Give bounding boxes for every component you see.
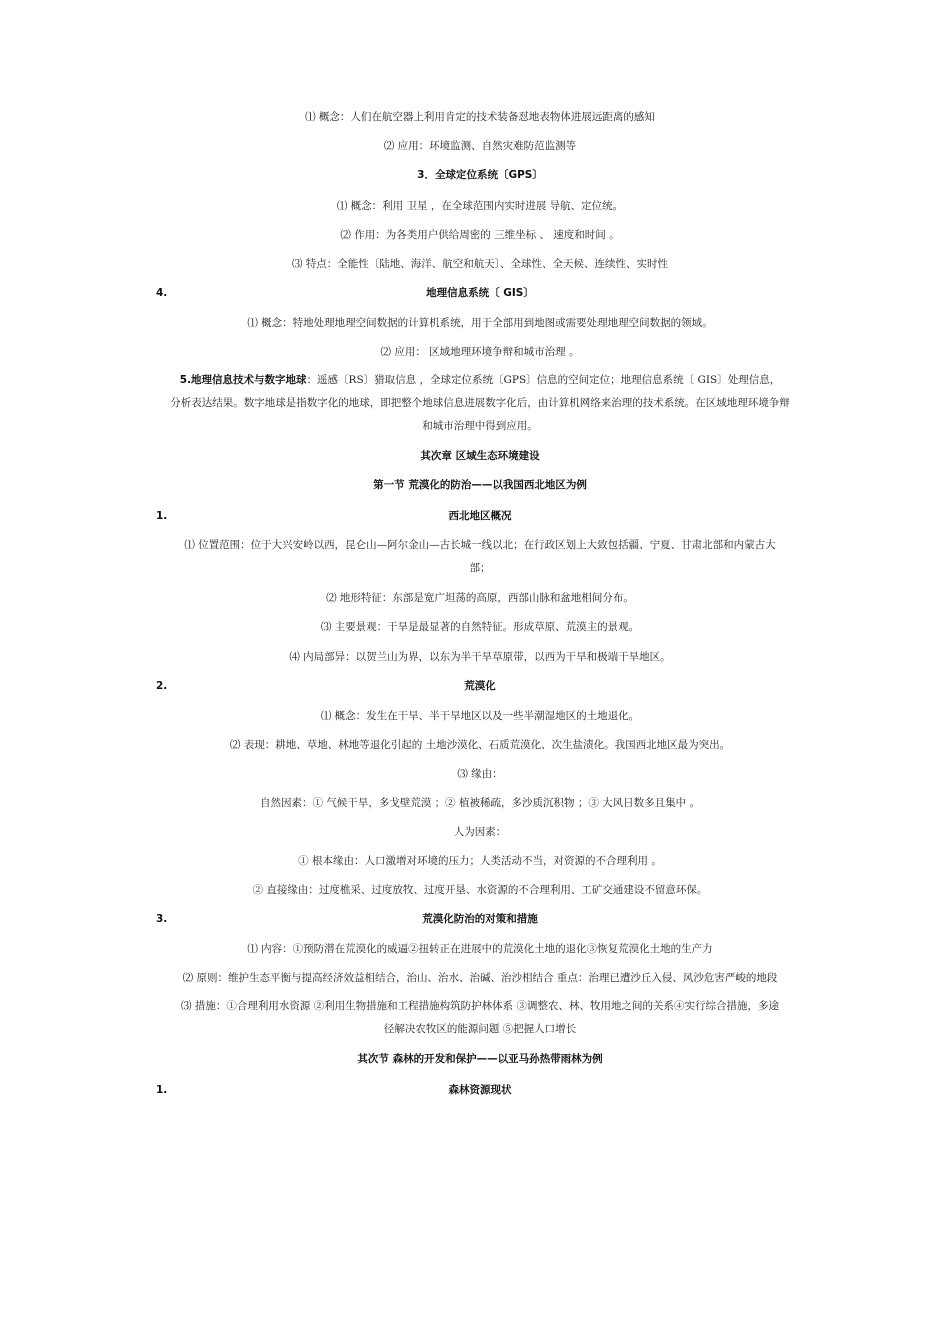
forest-number: 1.: [156, 1084, 168, 1096]
digital-earth-line3: 和城市治理中得到应用。: [422, 420, 538, 432]
gps-features: ⑶ 特点：全能性〔陆地、海洋、航空和航天〕、全球性、全天候、连续性、实时性: [291, 258, 669, 270]
northwest-heading: 西北地区概况: [448, 510, 512, 522]
gis-number: 4.: [156, 287, 168, 299]
measures-number: 3.: [156, 913, 168, 925]
northwest-landscape: ⑶ 主要景观：干旱是最显著的自然特征。形成草原、荒漠主的景观。: [320, 621, 640, 633]
desertification-root-cause: ① 根本缘由：人口激增对环境的压力；人类活动不当，对资源的不合理利用 。: [298, 855, 662, 867]
rs-application: ⑵ 应用：环境监测、自然灾难防范监测等: [383, 140, 577, 152]
desertification-causes-label: ⑶ 缘由：: [457, 768, 503, 780]
digital-earth-line2: 分析表达结果。数字地球是指数字化的地球，即把整个地球信息进展数字化后，由计算机网络来治理的技术系统。在区域地理环境争辩: [170, 397, 790, 409]
digital-earth-paragraph: [148, 369, 812, 438]
chapter-title: 其次章 区域生态环境建设: [420, 450, 540, 462]
desertification-natural: 自然因素：① 气候干旱，多戈壁荒漠 ；② 植被稀疏，多沙质沉积物 ；③ 大风日数多且集中 。: [259, 797, 701, 809]
desertification-heading: 荒漠化: [464, 680, 496, 692]
digital-earth-line1: ：遥感〔RS〕猎取信息 ，全球定位系统〔GPS〕信息的空间定位；地理信息系统〔 GIS〕处理信息，: [306, 374, 781, 386]
section1-title: 第一节 荒漠化的防治——以我国西北地区为例: [373, 479, 587, 491]
forest-heading: 森林资源现状: [448, 1084, 512, 1096]
desertification-direct-cause: ② 直接缘由：过度樵采、过度放牧、过度开垦、水资源的不合理利用、工矿交通建设不留意环保。: [252, 884, 708, 896]
measures-steps-line1: ⑶ 措施：①合理利用水资源 ②利用生物措施和工程措施构筑防护林体系 ③调整农、林、牧用地之间的关系④实行综合措施，多途: [180, 1000, 779, 1012]
northwest-difference: ⑷ 内局部异：以贺兰山为界，以东为半干旱草原带，以西为干旱和极端干旱地区。: [289, 651, 671, 663]
measures-steps: [148, 995, 812, 1041]
measures-steps-line2: 径解决农牧区的能源问题 ⑤把握人口增长: [383, 1023, 577, 1035]
northwest-terrain: ⑵ 地形特征：东部是宽广坦荡的高原，西部山脉和盆地相间分布。: [326, 592, 634, 604]
gps-function: ⑵ 作用：为各类用户供给周密的 三维坐标 、 速度和时间 。: [340, 229, 620, 241]
desertification-manifestation: ⑵ 表现：耕地、草地、林地等退化引起的 土地沙漠化、石质荒漠化、次生盐渍化。我国西北地区最为突出。: [229, 739, 731, 751]
measures-content: ⑴ 内容：①预防潜在荒漠化的威逼②扭转正在进展中的荒漠化土地的退化③恢复荒漠化土地的生产力: [247, 943, 713, 955]
measures-principle: ⑵ 原则：维护生态平衡与提高经济效益相结合，治山、治水、治碱、治沙相结合 重点：治理已遭沙丘入侵、风沙危害严峻的地段: [182, 972, 778, 984]
desertification-number: 2.: [156, 680, 168, 692]
gis-heading: 地理信息系统〔 GIS〕: [426, 287, 534, 299]
rs-concept: ⑴ 概念：人们在航空器上利用肯定的技术装备怼地表物体进展远距离的感知: [305, 111, 655, 123]
gis-concept: ⑴ 概念：特地处理地理空间数据的计算机系统，用于全部用到地图或需要处理地理空间数据的领域。: [247, 317, 713, 329]
desertification-concept: ⑴ 概念：发生在干旱、半干旱地区以及一些半潮湿地区的土地退化。: [320, 710, 640, 722]
gps-concept: ⑴ 概念：利用 卫星 ，在全球范围内实时进展 导航、定位统。: [336, 200, 624, 212]
digital-earth-lead: 5.地理信息技术与数字地球: [179, 374, 307, 386]
northwest-location-line2: 部；: [469, 562, 491, 574]
northwest-location-line1: ⑴ 位置范围：位于大兴安岭以西，昆仑山—阿尔金山—古长城一线以北；在行政区划上大致包括疆、宁夏、甘肃北部和内蒙古大: [184, 539, 776, 551]
gis-application: ⑵ 应用： 区域地理环境争辩和城市治理 。: [380, 346, 580, 358]
gps-heading: 3．全球定位系统〔GPS〕: [417, 169, 543, 181]
section2-title: 其次节 森林的开发和保护——以亚马孙热带雨林为例: [357, 1053, 603, 1065]
northwest-number: 1.: [156, 510, 168, 522]
measures-heading: 荒漠化防治的对策和措施: [422, 913, 538, 925]
desertification-human-label: 人为因素：: [453, 826, 507, 838]
northwest-location: [148, 534, 812, 580]
